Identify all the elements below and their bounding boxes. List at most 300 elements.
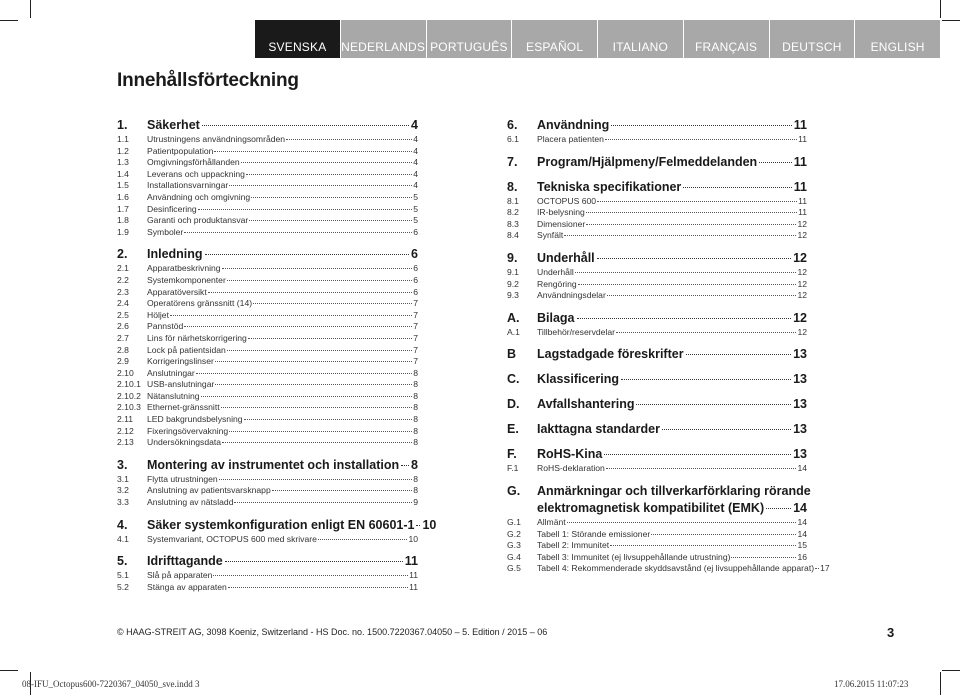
toc-number: 1.6	[117, 191, 129, 202]
tab-language-svenska[interactable]: SVENSKA	[255, 20, 340, 58]
toc-number: 3.2	[117, 485, 129, 496]
toc-dot-leader	[401, 465, 409, 466]
tab-language-português[interactable]: PORTUGUÊS	[426, 20, 512, 58]
toc-section-heading[interactable]	[507, 154, 807, 171]
toc-title: OCTOPUS 600	[537, 195, 597, 206]
toc-number: 3.	[117, 457, 128, 472]
toc-subsection-item[interactable]	[117, 391, 418, 403]
toc-subsection-item[interactable]	[507, 327, 807, 339]
toc-title: Korrigeringslinser	[147, 356, 214, 367]
toc-spacer	[507, 302, 807, 310]
toc-page-number: 8	[413, 414, 418, 425]
toc-page-number: 12	[797, 266, 807, 277]
toc-number: C.	[507, 372, 520, 387]
toc-title: Anmärkningar och tillverkarförklaring rörande	[537, 483, 811, 498]
toc-subsection-item[interactable]	[507, 279, 807, 291]
toc-title: Program/Hjälpmeny/Felmeddelanden	[537, 154, 758, 169]
toc-title: Ethernet-gränssnitt	[147, 402, 220, 413]
toc-subsection-item[interactable]	[117, 368, 418, 380]
toc-title: Systemkomponenter	[147, 274, 226, 285]
toc-title: Flytta utrustningen	[147, 473, 218, 484]
toc-title: Lins för närhetskorrigering	[147, 332, 247, 343]
toc-subsection-item[interactable]	[507, 230, 807, 242]
toc-page-number: 4	[413, 134, 418, 144]
toc-dot-leader	[604, 454, 791, 455]
crop-mark	[30, 0, 31, 18]
toc-number: F.1	[507, 463, 519, 474]
toc-number: 4.	[117, 517, 128, 532]
toc-subsection-item[interactable]	[117, 263, 418, 275]
toc-dot-leader	[184, 232, 412, 233]
crop-mark	[942, 670, 960, 671]
toc-page-number: 11	[798, 134, 807, 144]
toc-dot-leader	[198, 209, 413, 210]
toc-page-number: 8	[413, 390, 418, 401]
toc-title: Tabell 2: Immunitet	[537, 540, 610, 551]
toc-page-number: 8	[413, 437, 418, 448]
toc-number: 8.4	[507, 230, 519, 241]
toc-subsection-item[interactable]	[507, 540, 807, 552]
tab-language-deutsch[interactable]: DEUTSCH	[769, 20, 855, 58]
toc-dot-leader	[234, 502, 412, 503]
toc-subsection-item[interactable]	[117, 356, 418, 368]
toc-page-number: 11	[409, 570, 418, 581]
toc-page-number: 4	[413, 145, 418, 156]
toc-title: Tabell 3: Immunitet (ej livsuppehållande utrustning)	[537, 551, 731, 562]
toc-number: 5.	[117, 554, 128, 569]
toc-title: Anslutning av nätsladd	[147, 497, 234, 508]
toc-title: Pannstöd	[147, 321, 184, 332]
toc-dot-leader	[662, 429, 791, 430]
toc-dot-leader	[219, 479, 413, 480]
toc-dot-leader	[606, 468, 797, 469]
toc-page-number: 5	[413, 203, 418, 214]
toc-subsection-item[interactable]	[117, 534, 418, 546]
toc-title: Användning	[537, 118, 610, 132]
toc-subsection-item[interactable]	[117, 426, 418, 438]
toc-page-number: 6	[413, 263, 418, 274]
toc-dot-leader	[286, 139, 412, 140]
toc-number: 2.2	[117, 274, 129, 285]
toc-title: Apparatbeskrivning	[147, 263, 221, 274]
toc-dot-leader	[244, 419, 413, 420]
page-number: 3	[887, 625, 895, 640]
toc-page-number: 7	[413, 309, 418, 320]
toc-dot-leader	[577, 318, 792, 319]
tab-language-español[interactable]: ESPAÑOL	[511, 20, 597, 58]
toc-subsection-item[interactable]	[117, 310, 418, 322]
toc-spacer	[507, 171, 807, 179]
language-tabs	[255, 20, 940, 58]
toc-spacer	[117, 449, 418, 457]
toc-section-heading[interactable]	[507, 346, 807, 363]
toc-dot-leader	[651, 534, 796, 535]
toc-number: A.	[507, 310, 520, 325]
toc-section-heading[interactable]	[507, 371, 807, 388]
toc-subsection-item[interactable]	[507, 463, 807, 475]
toc-subsection-item[interactable]	[117, 157, 418, 169]
toc-number: 2.1	[117, 263, 129, 274]
toc-section-heading[interactable]	[117, 553, 418, 570]
toc-number: 2.11	[117, 414, 134, 425]
toc-dot-leader	[213, 575, 408, 576]
toc-title: RoHS-Kina	[537, 447, 603, 462]
toc-number: 1.7	[117, 203, 129, 214]
toc-title: Symboler	[147, 226, 184, 237]
toc-subsection-item[interactable]	[117, 474, 418, 486]
toc-subsection-item[interactable]	[507, 290, 807, 302]
toc-dot-leader	[184, 326, 412, 327]
toc-page-number: 8	[413, 425, 418, 436]
toc-dot-leader	[731, 557, 796, 558]
toc-title: Iakttagna standarder	[537, 422, 660, 437]
toc-page-number: 11	[404, 554, 418, 569]
toc-page-number: 7	[413, 332, 418, 343]
toc-title: Allmänt	[537, 516, 566, 527]
toc-page-number: 8	[413, 379, 418, 390]
toc-page-number: 11	[798, 195, 807, 206]
toc-page-number: 8	[413, 367, 418, 378]
toc-number: G.5	[507, 563, 521, 574]
toc-dot-leader	[228, 587, 408, 588]
toc-title: Höljet	[147, 309, 169, 320]
toc-subsection-item[interactable]	[117, 169, 418, 181]
toc-dot-leader	[170, 315, 412, 316]
toc-dot-leader	[318, 539, 408, 540]
toc-number: 9.3	[507, 290, 519, 301]
toc-subsection-item[interactable]	[117, 485, 418, 497]
toc-title: Idrifttagande	[147, 554, 223, 569]
toc-dot-leader	[636, 404, 791, 405]
toc-section-heading[interactable]	[117, 457, 418, 474]
toc-dot-leader	[586, 224, 796, 225]
toc-subsection-item[interactable]	[117, 287, 418, 299]
toc-title: Användning och omgivning	[147, 191, 251, 202]
toc-subsection-item[interactable]	[507, 134, 807, 146]
toc-dot-leader	[611, 125, 792, 126]
toc-section-heading[interactable]	[507, 117, 807, 134]
toc-subsection-item[interactable]	[507, 552, 807, 564]
toc-title: Desinficering	[147, 203, 197, 214]
toc-spacer	[507, 363, 807, 371]
toc-number: 8.1	[507, 195, 519, 206]
toc-page-number: 12	[797, 230, 807, 241]
toc-title: Leverans och uppackning	[147, 168, 245, 179]
toc-number: 1.	[117, 118, 128, 132]
page-title: Innehållsförteckning	[117, 70, 299, 91]
toc-subsection-item[interactable]	[117, 379, 418, 391]
crop-mark	[940, 0, 941, 18]
toc-title: Lock på patientsidan	[147, 344, 226, 355]
toc-page-number: 12	[793, 310, 807, 325]
toc-dot-leader	[251, 197, 412, 198]
toc-title: Rengöring	[537, 278, 577, 289]
toc-dot-leader	[196, 373, 412, 374]
toc-title: Inledning	[147, 247, 203, 262]
toc-title: Dimensioner	[537, 218, 586, 229]
toc-spacer	[117, 545, 418, 553]
toc-title: elektromagnetisk kompatibilitet (EMK)	[537, 500, 765, 515]
toc-page-number: 7	[413, 344, 418, 355]
crop-mark	[0, 20, 18, 21]
toc-title: Säker systemkonfiguration enligt EN 60601-1	[147, 517, 415, 532]
toc-number: 5.2	[117, 581, 129, 592]
toc-number: 2.8	[117, 344, 129, 355]
toc-page-number: 11	[793, 118, 807, 132]
toc-number: 8.3	[507, 218, 519, 229]
toc-dot-leader	[578, 284, 797, 285]
toc-dot-leader	[597, 201, 797, 202]
toc-page-number: 5	[413, 191, 418, 202]
toc-dot-leader	[214, 151, 412, 152]
toc-page-number: 5	[413, 215, 418, 226]
toc-dot-leader	[416, 525, 420, 526]
toc-page-number: 11	[793, 179, 807, 194]
toc-subsection-item[interactable]	[117, 497, 418, 509]
toc-title: Montering av instrumentet och installation	[147, 457, 400, 472]
toc-title: Systemvariant, OCTOPUS 600 med skrivare	[147, 533, 317, 544]
toc-title: LED bakgrundsbelysning	[147, 414, 243, 425]
toc-number: A.1	[507, 326, 520, 337]
toc-subsection-item[interactable]	[117, 321, 418, 333]
toc-spacer	[117, 509, 418, 517]
toc-dot-leader	[586, 212, 797, 213]
toc-section-heading[interactable]	[507, 500, 807, 517]
toc-subsection-item[interactable]	[507, 517, 807, 529]
toc-page-number: 7	[413, 356, 418, 367]
toc-spacer	[507, 242, 807, 250]
toc-dot-leader	[759, 162, 792, 163]
toc-page-number: 17	[820, 563, 830, 574]
toc-dot-leader	[227, 280, 412, 281]
toc-section-heading[interactable]	[507, 421, 807, 438]
toc-dot-leader	[221, 407, 413, 408]
toc-title: Installationsvarningar	[147, 180, 229, 191]
toc-number: 1.5	[117, 180, 129, 191]
toc-subsection-item[interactable]	[117, 192, 418, 204]
toc-dot-leader	[686, 354, 792, 355]
toc-title: Apparatöversikt	[147, 286, 207, 297]
toc-page-number: 10	[408, 533, 418, 544]
toc-number: 3.1	[117, 473, 129, 484]
toc-number: D.	[507, 397, 520, 412]
toc-dot-leader	[229, 185, 412, 186]
toc-page-number: 15	[797, 540, 807, 551]
toc-number: 2.	[117, 247, 128, 262]
toc-number: G.	[507, 483, 521, 498]
toc-section-heading[interactable]	[507, 310, 807, 327]
tab-language-english[interactable]: ENGLISH	[854, 20, 940, 58]
toc-page-number: 13	[793, 422, 807, 437]
toc-number: 8.	[507, 179, 518, 194]
toc-page-number: 11	[409, 581, 418, 592]
toc-section-heading[interactable]	[507, 179, 807, 196]
toc-right-column	[507, 117, 830, 575]
tab-language-italiano[interactable]: ITALIANO	[597, 20, 683, 58]
toc-dot-leader	[225, 561, 403, 562]
toc-number: 2.9	[117, 356, 129, 367]
toc-dot-leader	[241, 162, 413, 163]
toc-number: 2.7	[117, 332, 129, 343]
toc-page-number: 16	[797, 551, 807, 562]
toc-subsection-item[interactable]	[117, 215, 418, 227]
toc-dot-leader	[248, 338, 412, 339]
toc-title: Synfält	[537, 230, 564, 241]
crop-mark	[0, 670, 18, 671]
tab-language-français[interactable]: FRANÇAIS	[683, 20, 769, 58]
toc-page-number: 8	[413, 402, 418, 413]
toc-subsection-item[interactable]	[117, 402, 418, 414]
toc-page-number: 11	[798, 207, 807, 218]
toc-spacer	[507, 475, 807, 483]
toc-left-column	[117, 117, 437, 593]
print-slug-filename: 08-IFU_Octopus600-7220367_04050_sve.indd 3	[22, 679, 200, 689]
toc-dot-leader	[683, 187, 792, 188]
toc-dot-leader	[222, 268, 413, 269]
toc-page-number: 12	[797, 218, 807, 229]
toc-dot-leader	[201, 396, 413, 397]
toc-number: B	[507, 347, 517, 362]
toc-section-heading[interactable]	[117, 517, 437, 534]
toc-section-heading[interactable]	[507, 396, 807, 413]
toc-page-number: 6	[413, 274, 418, 285]
toc-title: Anslutning av patientsvarsknapp	[147, 485, 271, 496]
toc-title: Operatörens gränssnitt (14)	[147, 298, 253, 309]
toc-title: Klassificering	[537, 372, 619, 387]
toc-title: USB-anslutningar	[147, 379, 215, 390]
toc-number: 2.4	[117, 298, 129, 309]
toc-title: Tillbehör/reservdelar	[537, 326, 616, 337]
toc-spacer	[507, 338, 807, 346]
toc-subsection-item[interactable]	[507, 529, 807, 541]
toc-number: 1.8	[117, 215, 129, 226]
toc-title: Utrustningens användningsområden	[147, 134, 286, 144]
toc-subsection-item[interactable]	[117, 146, 418, 158]
toc-subsection-item[interactable]	[507, 219, 807, 231]
toc-subsection-item[interactable]	[117, 570, 418, 582]
toc-subsection-item[interactable]	[117, 345, 418, 357]
toc-subsection-item[interactable]	[117, 298, 418, 310]
toc-section-heading[interactable]	[117, 246, 418, 263]
toc-dot-leader	[605, 139, 797, 140]
toc-title: Tabell 4: Rekommenderade skyddsavstånd (ej livsuppehållande apparat)	[537, 563, 815, 574]
toc-page-number: 12	[793, 250, 807, 265]
toc-subsection-item[interactable]	[507, 563, 830, 575]
toc-number: 1.1	[117, 134, 129, 144]
toc-dot-leader	[202, 125, 409, 126]
toc-number: 6.1	[507, 134, 519, 144]
toc-subsection-item[interactable]	[117, 414, 418, 426]
toc-dot-leader	[208, 292, 413, 293]
toc-subsection-item[interactable]	[117, 275, 418, 287]
toc-section-heading[interactable]	[507, 446, 807, 463]
toc-subsection-item[interactable]	[117, 180, 418, 192]
toc-spacer	[507, 438, 807, 446]
toc-number: 2.10	[117, 367, 134, 378]
toc-subsection-item[interactable]	[117, 227, 418, 239]
toc-section-heading[interactable]	[507, 250, 807, 267]
tab-language-nederlands[interactable]: NEDERLANDS	[340, 20, 426, 58]
toc-title: Underhåll	[537, 250, 595, 265]
toc-dot-leader	[227, 350, 412, 351]
toc-section-heading[interactable]	[117, 117, 418, 134]
toc-subsection-item[interactable]	[117, 134, 418, 146]
toc-dot-leader	[215, 361, 412, 362]
toc-dot-leader	[229, 431, 412, 432]
toc-page-number: 6	[413, 286, 418, 297]
copyright-footer: © HAAG-STREIT AG, 3098 Koeniz, Switzerland - HS Doc. no. 1500.7220367.04050 – 5. Edition / 2015 – 06	[117, 627, 548, 637]
toc-subsection-item[interactable]	[117, 582, 418, 594]
toc-page-number: 4	[411, 118, 418, 132]
toc-page-number: 14	[797, 528, 807, 539]
toc-number: 2.10.2	[117, 390, 141, 401]
toc-page-number: 12	[797, 290, 807, 301]
toc-dot-leader	[215, 384, 412, 385]
toc-page-number: 10	[422, 517, 437, 532]
toc-title: Omgivningsförhållanden	[147, 157, 240, 168]
crop-mark	[942, 20, 960, 21]
toc-dot-leader	[607, 295, 797, 296]
toc-subsection-item[interactable]	[117, 437, 418, 449]
toc-title: Slå på apparaten	[147, 570, 213, 581]
toc-title: Tabell 1: Störande emissioner	[537, 528, 651, 539]
print-slug-timestamp: 17.06.2015 11:07:23	[834, 679, 909, 689]
toc-number: 4.1	[117, 533, 129, 544]
toc-number: 1.3	[117, 157, 129, 168]
toc-number: G.1	[507, 516, 521, 527]
toc-page-number: 13	[793, 347, 807, 362]
toc-title: Placera patienten	[537, 134, 604, 144]
toc-subsection-item[interactable]	[507, 196, 807, 208]
toc-number: 2.13	[117, 437, 134, 448]
toc-subsection-item[interactable]	[117, 204, 418, 216]
toc-spacer	[507, 413, 807, 421]
toc-number: 2.10.1	[117, 379, 141, 390]
toc-dot-leader	[222, 442, 412, 443]
toc-page-number: 9	[413, 497, 418, 508]
toc-subsection-item[interactable]	[507, 207, 807, 219]
toc-page-number: 7	[413, 321, 418, 332]
toc-spacer	[507, 388, 807, 396]
toc-number: 1.4	[117, 168, 129, 179]
toc-page-number: 8	[413, 473, 418, 484]
toc-number: E.	[507, 422, 519, 437]
toc-number: 2.6	[117, 321, 129, 332]
toc-number: G.2	[507, 528, 521, 539]
toc-number: 6.	[507, 118, 518, 132]
toc-dot-leader	[815, 568, 819, 569]
toc-number: 1.2	[117, 145, 129, 156]
toc-title: IR-belysning	[537, 207, 585, 218]
toc-section-heading[interactable]	[507, 483, 811, 500]
toc-page-number: 4	[413, 168, 418, 179]
toc-subsection-item[interactable]	[117, 333, 418, 345]
toc-dot-leader	[766, 508, 791, 509]
toc-dot-leader	[621, 379, 791, 380]
toc-number: G.3	[507, 540, 521, 551]
toc-title: Stänga av apparaten	[147, 581, 227, 592]
toc-number: 7.	[507, 154, 518, 169]
toc-number: 8.2	[507, 207, 519, 218]
toc-number: G.4	[507, 551, 521, 562]
toc-page-number: 4	[413, 180, 418, 191]
toc-title: Anslutningar	[147, 367, 195, 378]
toc-page-number: 4	[413, 157, 418, 168]
toc-number: F.	[507, 447, 517, 462]
toc-title: Nätanslutning	[147, 390, 200, 401]
toc-page-number: 13	[793, 447, 807, 462]
toc-subsection-item[interactable]	[507, 267, 807, 279]
